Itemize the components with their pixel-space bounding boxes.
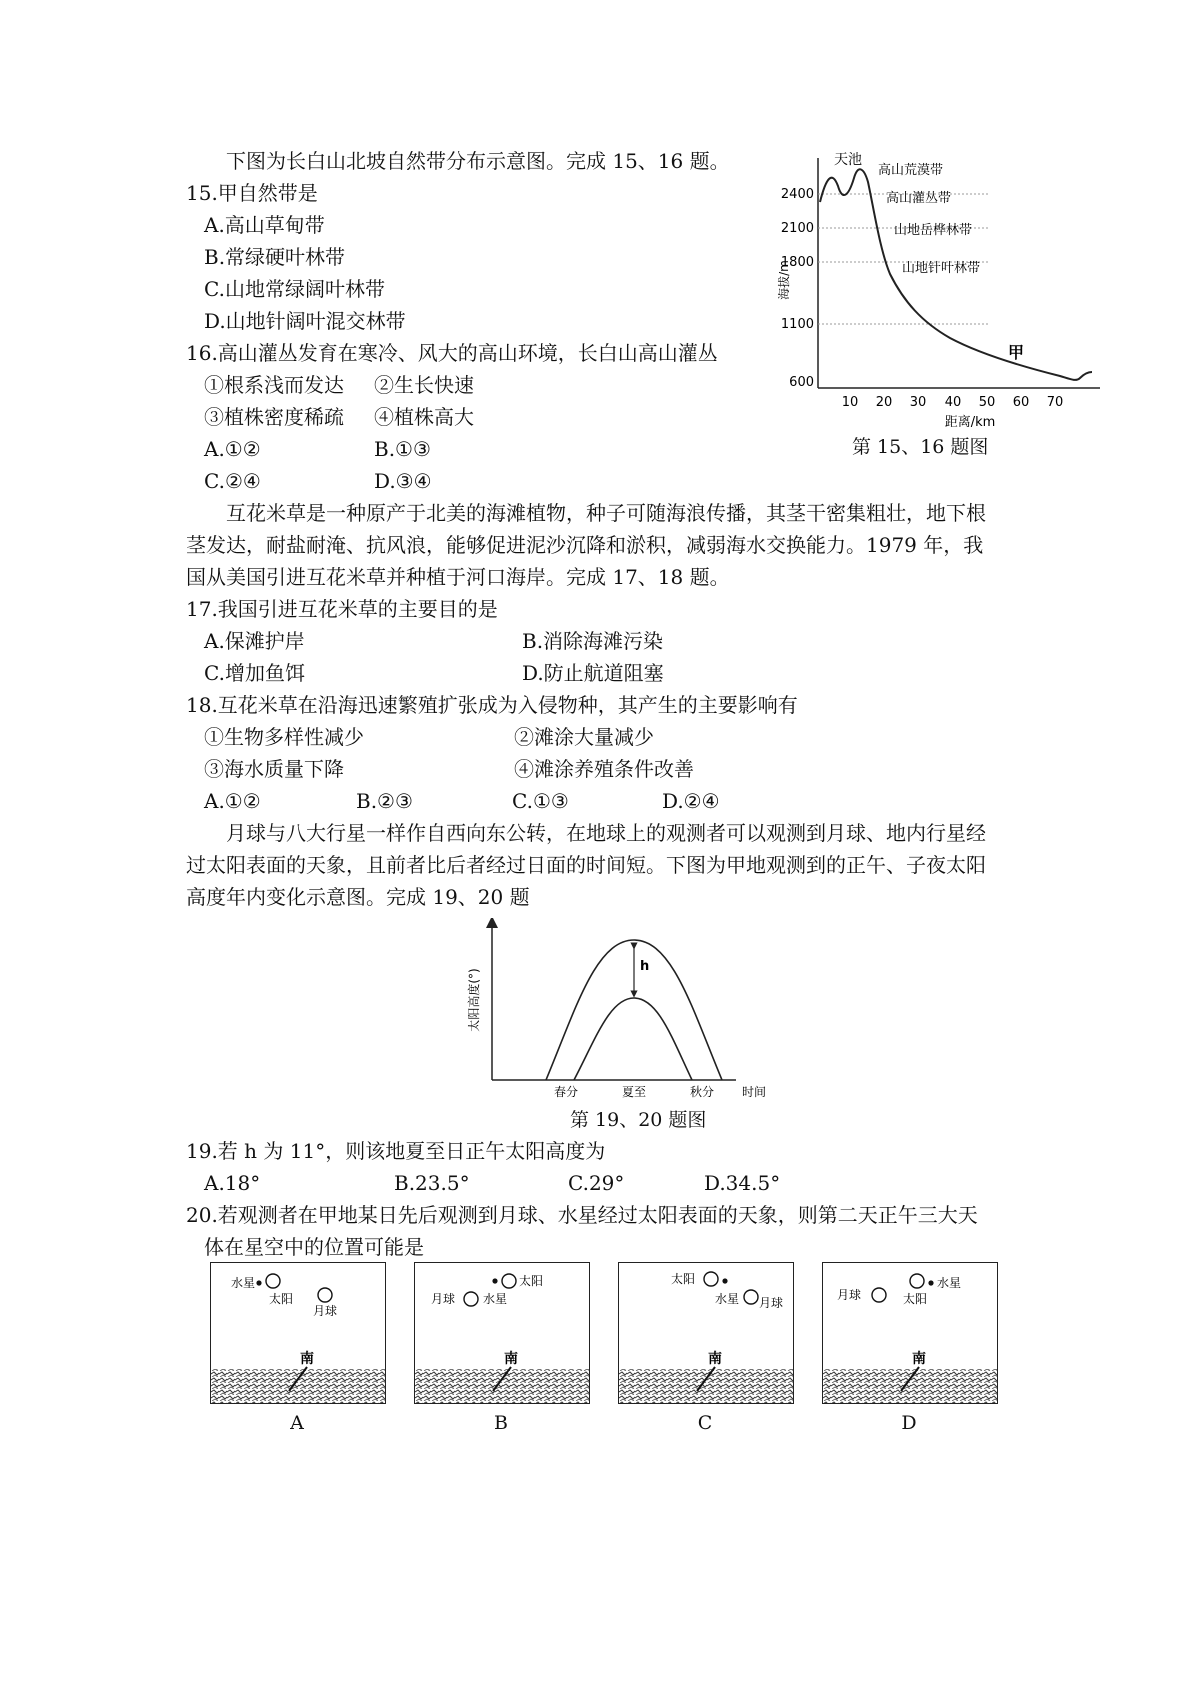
q16-item-2: ②生长快速: [374, 373, 474, 397]
q17-stem: 17.我国引进互花米草的主要目的是: [186, 597, 498, 621]
sun-circle-icon: [910, 1274, 924, 1288]
q16-item-4: ④植株高大: [374, 405, 474, 429]
sun-label: 太阳: [903, 1292, 928, 1306]
q16-option-d: D.③④: [374, 469, 432, 493]
panel-b-label: B: [494, 1412, 508, 1434]
label-alpine-desert: 高山荒漠带: [878, 163, 944, 178]
panel-d: [822, 1262, 998, 1404]
south-label: 南: [300, 1351, 314, 1367]
moon-circle-icon: [744, 1290, 758, 1304]
q15-option-d: D.山地针阔叶混交林带: [204, 309, 406, 333]
sun-label: 太阳: [671, 1272, 696, 1286]
panel-d-label: D: [901, 1412, 917, 1434]
q16-option-c: C.②④: [204, 469, 261, 493]
ytick-2100: 2100: [780, 221, 814, 236]
q18-item-3: ③海水质量下降: [204, 757, 344, 781]
south-label: 南: [912, 1351, 926, 1367]
moon-label: 月球: [759, 1296, 784, 1310]
q20-stem-line1: 20.若观测者在甲地某日先后观测到月球、水星经过太阳表面的天象，则第二天正午三大天: [186, 1203, 978, 1227]
xtick-40: 40: [944, 395, 962, 410]
midnight-altitude-curve: [574, 998, 692, 1080]
sun-altitude-y-label: 太阳高度(°): [467, 968, 481, 1032]
sun-label: 太阳: [519, 1274, 544, 1288]
mercury-label: 水星: [231, 1276, 256, 1290]
figure-19-20-sun-altitude: [466, 918, 796, 1103]
ground-texture: [211, 1369, 385, 1403]
sun-circle-icon: [704, 1272, 718, 1286]
q19-option-d: D.34.5°: [704, 1171, 781, 1195]
mercury-dot-icon: [722, 1278, 727, 1283]
q15-option-a: A.高山草甸带: [204, 213, 325, 237]
q19-stem: 19.若 h 为 11°，则该地夏至日正午太阳高度为: [186, 1139, 606, 1163]
mercury-dot-icon: [492, 1278, 497, 1283]
ytick-1800: 1800: [780, 255, 814, 270]
panel-c: [618, 1262, 794, 1404]
ground-texture: [415, 1369, 589, 1403]
moon-label: 月球: [837, 1288, 862, 1302]
sun-altitude-x-label: 时间: [741, 1085, 767, 1099]
q17-option-d: D.防止航道阻塞: [522, 661, 664, 685]
q20-stem-line2: 体在星空中的位置可能是: [204, 1235, 424, 1259]
mercury-label: 水星: [715, 1292, 740, 1306]
q18-stem: 18.互花米草在沿海迅速繁殖扩张成为入侵物种，其产生的主要影响有: [186, 693, 798, 717]
q17-option-a: A.保滩护岸: [204, 629, 305, 653]
intro-15-16: 下图为长白山北坡自然带分布示意图。完成 15、16 题。: [226, 149, 730, 173]
q16-item-3: ③植株密度稀疏: [204, 405, 344, 429]
xtick-10: 10: [841, 395, 859, 410]
mercury-label: 水星: [937, 1276, 962, 1290]
label-tianchi: 天池: [834, 152, 862, 168]
q19-option-b: B.23.5°: [394, 1171, 470, 1195]
figure-15-16-caption: 第 15、16 题图: [852, 436, 989, 458]
q15-option-c: C.山地常绿阔叶林带: [204, 277, 385, 301]
moon-label: 月球: [431, 1292, 456, 1306]
panel-a-label: A: [290, 1412, 304, 1434]
xtick-autumn-equinox: 秋分: [689, 1085, 715, 1099]
ground-texture: [619, 1369, 793, 1403]
x-axis-label: 距离/km: [944, 415, 996, 430]
south-label: 南: [504, 1351, 518, 1367]
intro-17-18-line2: 茎发达，耐盐耐淹、抗风浪，能够促进泥沙沉降和淤积，减弱海水交换能力。1979 年，我: [186, 533, 984, 557]
moon-circle-icon: [872, 1288, 886, 1302]
ytick-1100: 1100: [780, 317, 814, 332]
q18-item-1: ①生物多样性减少: [204, 725, 364, 749]
xtick-50: 50: [978, 395, 996, 410]
ytick-600: 600: [789, 375, 814, 390]
q18-item-4: ④滩涂养殖条件改善: [514, 757, 694, 781]
panel-c-label: C: [697, 1412, 713, 1434]
label-conifer-forest: 山地针叶林带: [902, 261, 981, 276]
xtick-70: 70: [1046, 395, 1064, 410]
intro-17-18-line1: 互花米草是一种原产于北美的海滩植物，种子可随海浪传播，其茎干密集粗壮，地下根: [226, 501, 986, 525]
q18-item-2: ②滩涂大量减少: [514, 725, 654, 749]
q18-option-c: C.①③: [512, 789, 569, 813]
figure-19-20-caption: 第 19、20 题图: [570, 1109, 707, 1131]
sun-circle-icon: [502, 1274, 516, 1288]
sun-label: 太阳: [269, 1292, 294, 1306]
q19-option-c: C.29°: [568, 1171, 625, 1195]
sun-circle-icon: [266, 1274, 280, 1288]
xtick-60: 60: [1012, 395, 1030, 410]
xtick-spring-equinox: 春分: [553, 1085, 579, 1099]
xtick-30: 30: [909, 395, 927, 410]
south-label: 南: [708, 1351, 722, 1367]
q18-option-a: A.①②: [204, 789, 261, 813]
q17-option-c: C.增加鱼饵: [204, 661, 305, 685]
mercury-dot-icon: [256, 1280, 261, 1285]
panel-a: [210, 1262, 386, 1404]
q16-item-1: ①根系浅而发达: [204, 373, 344, 397]
ground-texture: [823, 1369, 997, 1403]
y-axis-label: 海拔/m: [777, 260, 791, 300]
q19-option-a: A.18°: [204, 1171, 261, 1195]
figure-15-16-profile: [770, 150, 1110, 460]
intro-17-18-line3: 国从美国引进互花米草并种植于河口海岸。完成 17、18 题。: [186, 565, 730, 589]
mercury-dot-icon: [928, 1280, 933, 1285]
q17-option-b: B.消除海滩污染: [522, 629, 664, 653]
label-birch-forest: 山地岳桦林带: [894, 223, 973, 238]
mercury-label: 水星: [483, 1292, 508, 1306]
intro-19-20-line2: 过太阳表面的天象，且前者比后者经过日面的时间短。下图为甲地观测到的正午、子夜太阳: [186, 853, 986, 877]
moon-label: 月球: [313, 1304, 338, 1318]
q16-option-b: B.①③: [374, 437, 431, 461]
panel-b: [414, 1262, 590, 1404]
q18-option-b: B.②③: [356, 789, 413, 813]
q15-option-b: B.常绿硬叶林带: [204, 245, 346, 269]
label-alpine-shrub: 高山灌丛带: [886, 191, 952, 206]
q15-stem: 15.甲自然带是: [186, 181, 318, 205]
moon-circle-icon: [464, 1292, 478, 1306]
ytick-2400: 2400: [780, 187, 814, 202]
q16-stem: 16.高山灌丛发育在寒冷、风大的高山环境，长白山高山灌丛: [186, 341, 718, 365]
xtick-summer-solstice: 夏至: [621, 1085, 647, 1099]
xtick-20: 20: [875, 395, 893, 410]
label-jia: 甲: [1008, 343, 1025, 362]
intro-19-20-line1: 月球与八大行星一样作自西向东公转，在地球上的观测者可以观测到月球、地内行星经: [226, 821, 986, 845]
q18-option-d: D.②④: [662, 789, 720, 813]
intro-19-20-line3: 高度年内变化示意图。完成 19、20 题: [186, 885, 530, 909]
q16-option-a: A.①②: [204, 437, 261, 461]
moon-circle-icon: [318, 1288, 332, 1302]
h-label: h: [640, 959, 650, 974]
